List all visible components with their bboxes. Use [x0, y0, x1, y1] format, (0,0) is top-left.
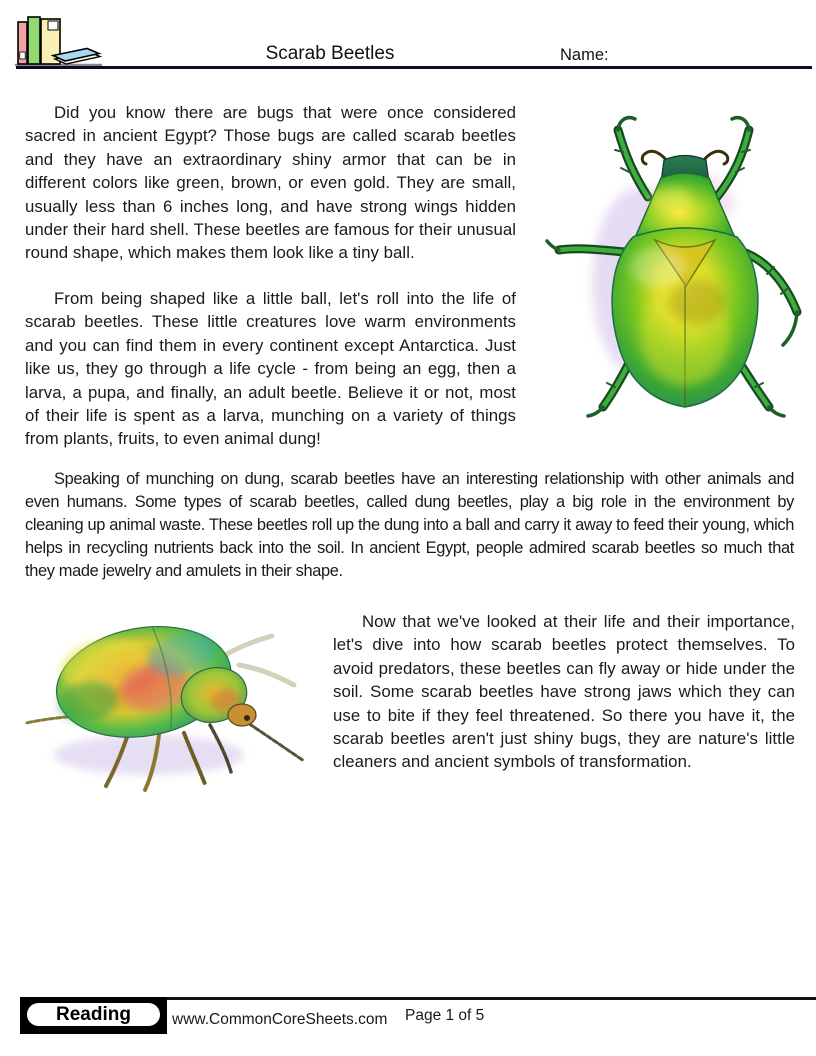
iridescent-beetle-image: [14, 603, 319, 798]
website-url: www.CommonCoreSheets.com: [172, 1011, 388, 1028]
books-icon: [13, 11, 106, 69]
paragraph-1: Did you know there are bugs that were once considered sacred in ancient Egypt? Those bugs are called scarab beetles and they have an extraordinary shiny armor that can be in different colors like green, brown, or even gold. They are small, usually less than 6 inches long, and have strong wings hidden under their hard shell. These beetles are famous for their unusual round shape, which makes them look like a tiny ball.: [25, 103, 516, 263]
page-number: Page 1 of 5: [405, 1007, 485, 1024]
paragraph-3: Speaking of munching on dung, scarab beetles have an interesting relationship with other animals and even humans. Some types of scarab beetles, called dung beetles, play a big role in the environment by cleaning up animal waste. These beetles roll up the dung into a ball and carry it away to feed their young, which helps in recycling nutrients back into the soil. In ancient Egypt, people admired scarab beetles so much that they made jewelry and amulets in their shape.: [25, 470, 794, 580]
category-badge-label: Reading: [25, 1001, 162, 1028]
paragraph-2: From being shaped like a little ball, let's roll into the life of scarab beetles. These little creatures love warm environments and you can find them in every continent except Antarctica. Just like us, they go through a life cycle - from being an egg, then a larva, a pupa, and finally, an adult beetle. Believe it or not, most of their life is spent as a larva, munching on a variety of things from plants, fruits, to even animal dung!: [25, 289, 516, 449]
footer-rule: [167, 997, 816, 1000]
page-title: Scarab Beetles: [265, 43, 395, 64]
name-label: Name:: [560, 46, 609, 64]
paragraph-4: Now that we've looked at their life and their importance, let's dive into how scarab beetles protect themselves. To avoid predators, these beetles can fly away or hide under the soil. Some scarab beetles have strong jaws which they can use to bite if they feel threatened. So there you have it, the scarab beetles aren't just shiny bugs, they are nature's little cleaners and ancient symbols of transformation.: [333, 612, 795, 772]
header-rule: [16, 66, 812, 69]
category-badge: [20, 997, 167, 1034]
green-scarab-beetle-image: [545, 102, 815, 420]
